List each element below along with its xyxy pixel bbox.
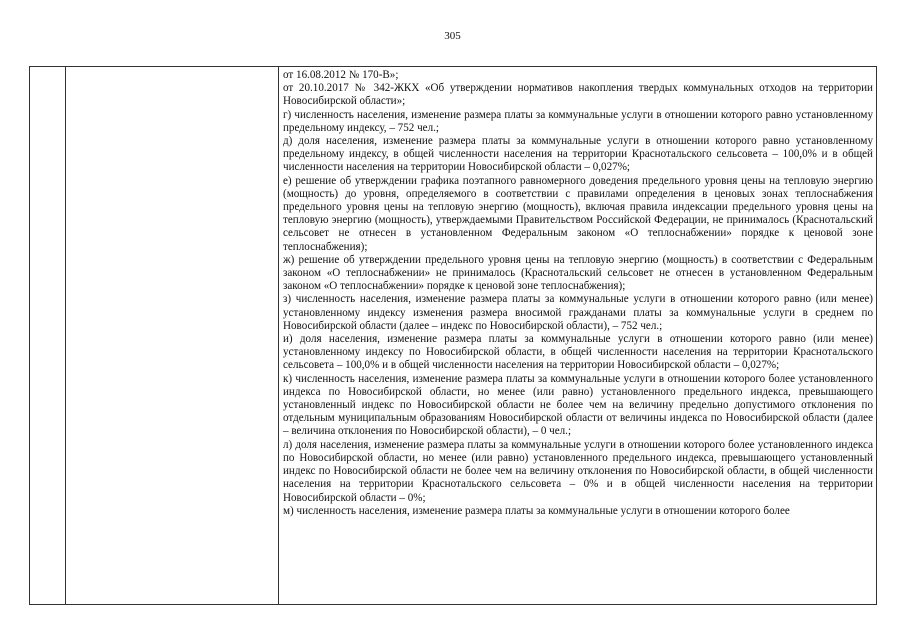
- paragraph-item-l: л) доля населения, изменение размера платы за коммунальные услуги в отношении которого более установленного индекса по Новосибирской области, но менее (или равно) установленного предельного индекса, превышающего установленный индекс по Новосибирской области не более чем на величину отклонения по Новосибирской области, в общей численности населения на территории Краснотальского сельсовета – 0% и в общей численности населения на территории Новосибирской области – 0%;: [283, 438, 873, 504]
- table-column-number: [30, 67, 66, 604]
- paragraph-item-z: з) численность населения, изменение размера платы за коммунальные услуги в отношении которого равно (или менее) установленному индексу изменения размера вносимой гражданами платы за коммунальные услуги в среднем по Новосибирской области (далее – индекс по Новосибирской области), – 752 чел.;: [283, 293, 873, 332]
- paragraph-order-reference: от 16.08.2012 № 170-В»;: [283, 69, 399, 81]
- page-number: 305: [444, 30, 461, 42]
- table-column-title: [66, 67, 279, 604]
- paragraph-item-d: д) доля населения, изменение размера платы за коммунальные услуги в отношении которого равно установленному предельному индексу, в общей численности населения на территории Краснотальского сельсовета – 100,0% и в общей численности населения на территории Новосибирской области – 0,027%;: [283, 135, 873, 174]
- paragraph-item-m: м) численность населения, изменение размера платы за коммунальные услуги в отношении которого более: [283, 504, 790, 517]
- table-column-content: [279, 67, 876, 604]
- paragraph-item-k: к) численность населения, изменение размера платы за коммунальные услуги в отношении которого более установленного индекса по Новосибирской области, но менее (или равно) установленного предельного индекса, превышающего установленный индекс по Новосибирской области не более чем на величину предельно допустимого отклонения по отдельным муниципальным образованиям Новосибирской области от величины индекса по Новосибирской области (далее – величина отклонения по Новосибирской области), – 0 чел.;: [283, 372, 873, 438]
- paragraph-item-e: е) решение об утверждении графика поэтапного равномерного доведения предельного уровня цены на тепловую энергию (мощность) до уровня, определяемого в соответствии с правилами определения в ценовых зонах теплоснабжения предельного уровня цены на тепловую энергию (мощность), включая правила индексации предельного уровня цены на тепловую энергию (мощность), утверждаемыми Правительством Российской Федерации, не принималось (Краснотальский сельсовет не отнесен в установленном Федеральным законом «О теплоснабжении» порядке к ценовой зоне теплоснабжения);: [283, 174, 873, 253]
- paragraph-item-i: и) доля населения, изменение размера платы за коммунальные услуги в отношении которого равно (или менее) установленному индексу по Новосибирской области, в общей численности населения на территории Краснотальского сельсовета – 100,0% и в общей численности населения на территории Новосибирской области – 0,027%;: [283, 333, 873, 372]
- paragraph-order-waste: от 20.10.2017 № 342-ЖКХ «Об утверждении нормативов накопления твердых коммунальных отходов на территории Новосибирской области»;: [283, 82, 873, 108]
- paragraph-item-zh: ж) решение об утверждении предельного уровня цены на тепловую энергию (мощность) в соответствии с Федеральным законом «О теплоснабжении» не принималось (Краснотальский сельсовет не отнесен в установленном Федеральным законом «О теплоснабжении» порядке к ценовой зоне теплоснабжения);: [283, 253, 873, 293]
- document-table: [29, 66, 877, 605]
- paragraph-item-g: г) численность населения, изменение размера платы за коммунальные услуги в отношении которого равно установленному предельному индексу, – 752 чел.;: [283, 108, 873, 134]
